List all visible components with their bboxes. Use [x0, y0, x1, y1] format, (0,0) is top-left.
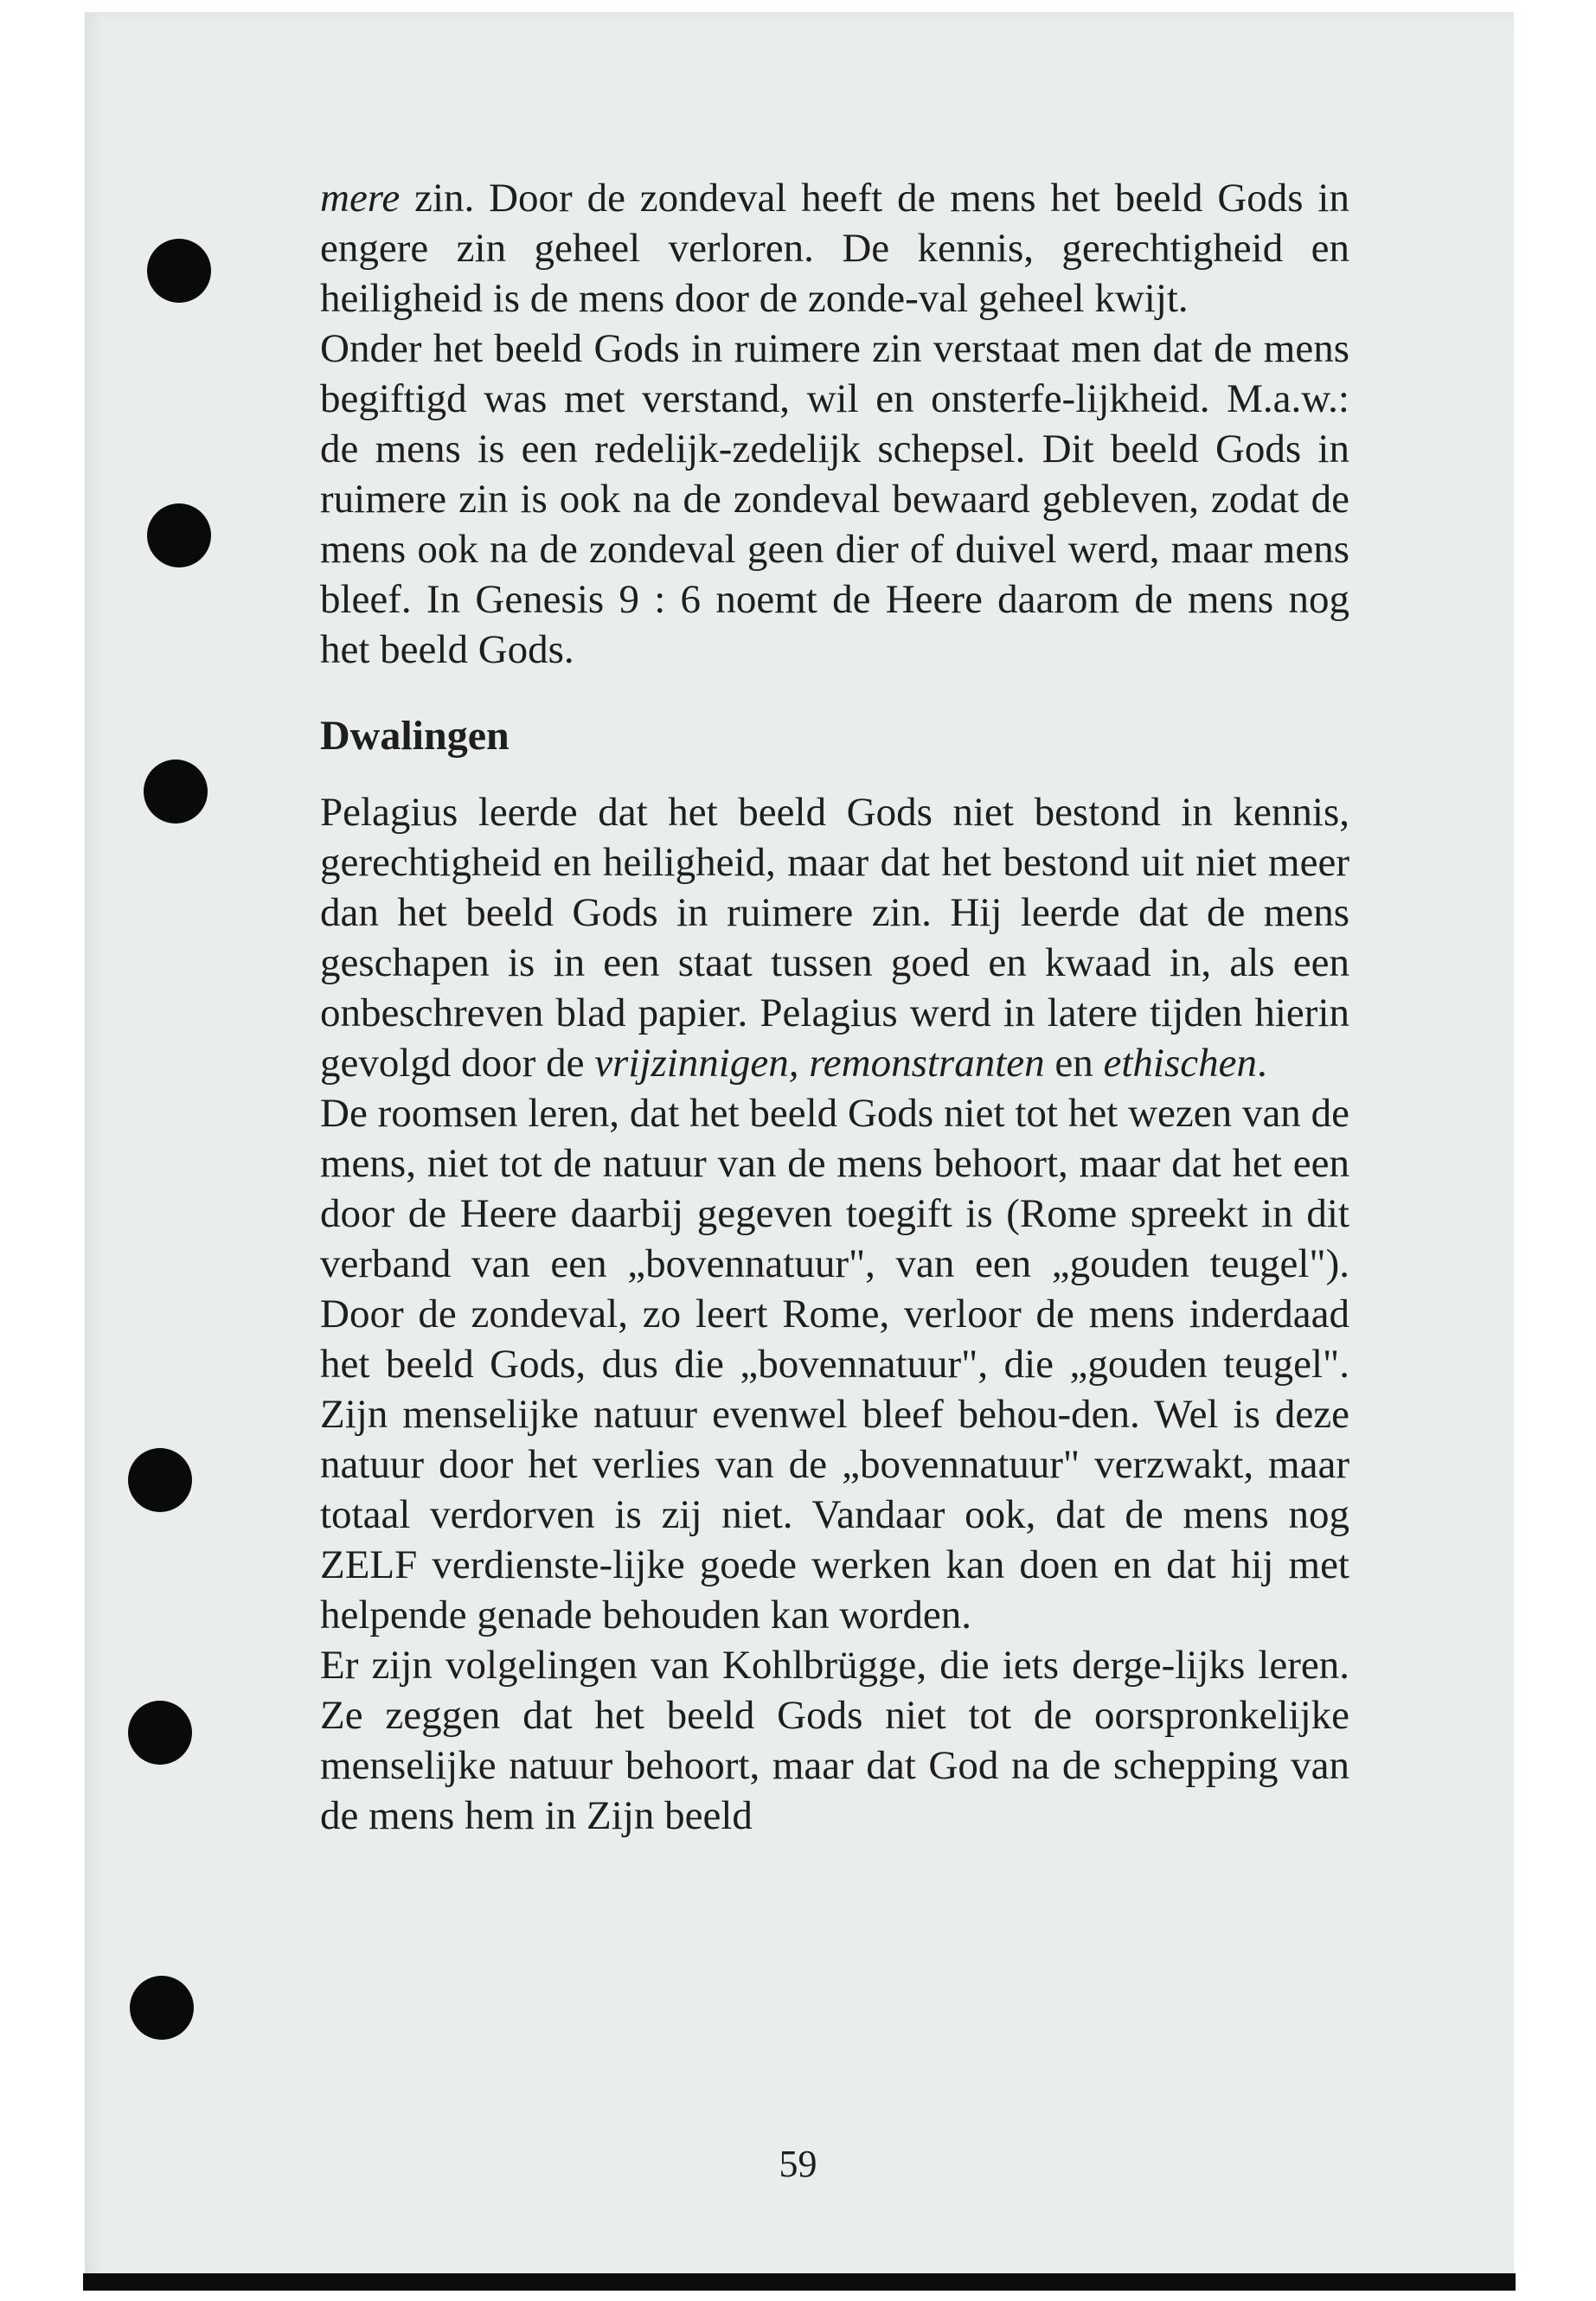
paragraph-4: De roomsen leren, dat het beeld Gods niet tot het wezen van de mens, niet tot de natuur van de mens behoort, maar dat het een door de Heere daarbij gegeven toegift is (Rome spreekt in dit verband van een „bovennatuur", van een „gouden teugel"). Door de zondeval, zo leert Rome, verloor de mens inderdaad het beeld Gods, dus die „bovennatuur", die „gouden teugel". Zijn menselijke natuur evenwel bleef behou-den. Wel is deze natuur door het verlies van de „bovennatuur" verzwakt, maar totaal verdorven is zij niet. Vandaar ook, dat de mens nog ZELF verdienste-lijke goede werken kan doen en dat hij met helpende genade behouden kan worden.	[320, 1091, 1349, 1638]
scan-bottom-edge	[83, 2273, 1516, 2291]
paragraph-3	[320, 787, 1349, 1088]
paragraph-text: .	[1257, 1041, 1267, 1086]
binder-hole	[144, 760, 208, 824]
paragraph-text: Pelagius leerde dat het beeld Gods niet bestond in kennis, gerechtigheid en heiligheid, maar dat het bestond uit niet meer dan het beeld Gods in ruimere zin. Hij leerde dat de mens geschapen is in een staat tussen goed en kwaad in, als een onbeschreven blad papier. Pelagius werd in latere tijden hierin gevolgd door de	[320, 790, 1349, 1086]
section-heading: Dwalingen	[320, 713, 510, 759]
binder-hole	[130, 1976, 194, 2040]
italic-phrase: vrijzinnigen, remonstranten	[594, 1041, 1045, 1086]
paragraph-1	[320, 173, 1349, 324]
binder-hole	[147, 239, 211, 303]
italic-word: mere	[320, 176, 401, 221]
scan-margin	[0, 0, 85, 2301]
binder-hole	[128, 1448, 192, 1512]
page-number: 59	[779, 2143, 817, 2185]
paragraph-5: Er zijn volgelingen van Kohlbrügge, die iets derge-lijks leren. Ze zeggen dat het beeld Gods niet tot de oorspronkelijke menselijke natuur behoort, maar dat God na de schepping van de mens hem in Zijn beeld	[320, 1643, 1349, 1838]
binder-hole	[128, 1701, 192, 1765]
paragraph-text: en	[1044, 1041, 1104, 1086]
italic-phrase: ethischen	[1103, 1041, 1258, 1086]
body-text	[320, 173, 1349, 1841]
paragraph-text: zin. Door de zondeval heeft de mens het beeld Gods in engere zin geheel verloren. De kennis, gerechtigheid en heiligheid is de mens door de zonde-val geheel kwijt.	[320, 176, 1349, 321]
binder-hole	[147, 503, 211, 567]
paragraph-2: Onder het beeld Gods in ruimere zin verstaat men dat de mens begiftigd was met verstand, wil en onsterfe-lijkheid. M.a.w.: de mens is een redelijk-zedelijk schepsel. Dit beeld Gods in ruimere zin is ook na de zondeval bewaard gebleven, zodat de mens ook na de zondeval geen dier of duivel werd, maar mens bleef. In Genesis 9 : 6 noemt de Heere daarom de mens nog het beeld Gods.	[320, 326, 1349, 672]
